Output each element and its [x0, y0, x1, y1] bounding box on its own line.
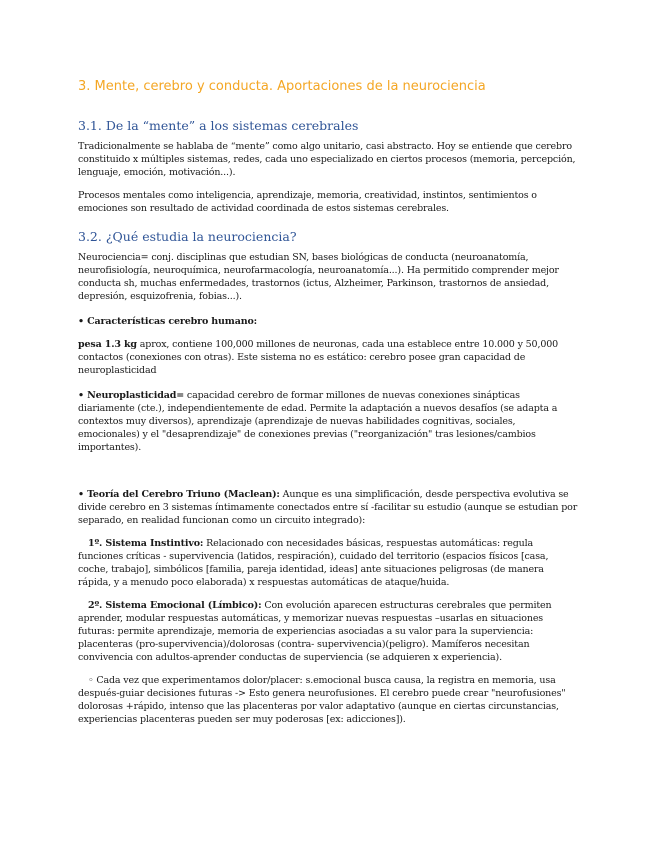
document-page [78, 78, 578, 726]
paragraph-neurociencia-def: Neurociencia= conj. disciplinas que estudian SN, bases biológicas de conducta (neuroanatomía, neurofisiología, neuroquímica, neurofarmacología, neuroanatomía...). Ha permitido comprender mejor conducta sh, muchas enfermedades, trastornos (ictus, Alzheimer, Parkinson, trastornos de ansiedad, depresión, esquizofrenia, fobias...). [78, 252, 559, 302]
section-heading-3-2: 3.2. ¿Qué estudia la neurociencia? [78, 229, 297, 244]
characteristics-label: • Características cerebro humano: [78, 316, 258, 327]
page-title: 3. Mente, cerebro y conducta. Aportaciones de la neurociencia [78, 79, 486, 94]
paragraph-neuroplasticity: • Neuroplasticidad= capacidad cerebro de formar millones de nuevas conexiones sinápticas diariamente (cte.), independientemente de edad. Permite la adaptación a nuevos desafíos (se adapta a contextos muy diversos), aprendizaje (aprendizaje de nuevas habilidades cognitivas, sociales, emocionales) y el "desaprendizaje" de conexiones previas ("reorganización" tras lesiones/cambios importantes). [78, 390, 558, 453]
paragraph-neurofusions-bullet: ◦ Cada vez que experimentamos dolor/placer: s.emocional busca causa, la registra en memoria, usa después-guiar decisiones futuras -> Esto genera neurofusiones. El cerebro puede crear "neurofusiones" dolorosas +rápido, intenso que las placenteras por valor adaptativo (aunque en ciertas circunstancias, experiencias placenteras pueden ser muy poderosas [ex: adicciones]). [78, 675, 566, 725]
paragraph-instinctive-system: 1º. Sistema Instintivo: Relacionado con necesidades básicas, respuestas automáticas: regula funciones críticas - supervivencia (latidos, respiración), cuidado del territorio (espacios físicos [casa, coche, trabajo], simbólicos [familia, pareja identidad, ideas] ante situaciones peligrosas (de manera rápida, y a menudo poco elaborada) x respuestas automáticas de ataque/huida. [78, 538, 549, 588]
paragraph-mente-intro: Tradicionalmente se hablaba de “mente” como algo unitario, casi abstracto. Hoy se entiende que cerebro constituido x múltiples sistemas, redes, cada uno especializado en ciertos procesos (memoria, percepción, lenguaje, emoción, motivación...). [78, 141, 576, 178]
paragraph-procesos-mentales: Procesos mentales como inteligencia, aprendizaje, memoria, creatividad, instintos, sentimientos o emociones son resultado de actividad coordinada de estos sistemas cerebrales. [78, 190, 537, 214]
section-heading-3-1: 3.1. De la “mente” a los sistemas cerebrales [78, 118, 359, 133]
paragraph-brain-weight: pesa 1.3 kg aprox, contiene 100,000 millones de neuronas, cada una establece entre 10.000 y 50,000 contactos (conexiones con otras). Este sistema no es estático: cerebro posee gran capacidad de neuroplasticidad [78, 339, 558, 376]
paragraph-emotional-system: 2º. Sistema Emocional (Límbico): Con evolución aparecen estructuras cerebrales que permiten aprender, modular respuestas automáticas, y memorizar nuevas respuestas –usarlas en situaciones futuras: permite aprendizaje, memoria de experiencias asociadas a su valor para la superviencia: placenteras (pro-supervivencia)/dolorosas (contra- supervivencia)(peligro). Mamíferos necesitan convivencia con adultos-aprender conductas de superviencia (se adquieren x experiencia). [78, 600, 552, 663]
paragraph-triune-brain: • Teoría del Cerebro Triuno (Maclean): Aunque es una simplificación, desde perspectiva evolutiva se divide cerebro en 3 sistemas íntimamente conectados entre sí -facilitar su estudio (aunque se estudian por separado, en realidad funcionan como un circuito integrado): [78, 489, 578, 526]
